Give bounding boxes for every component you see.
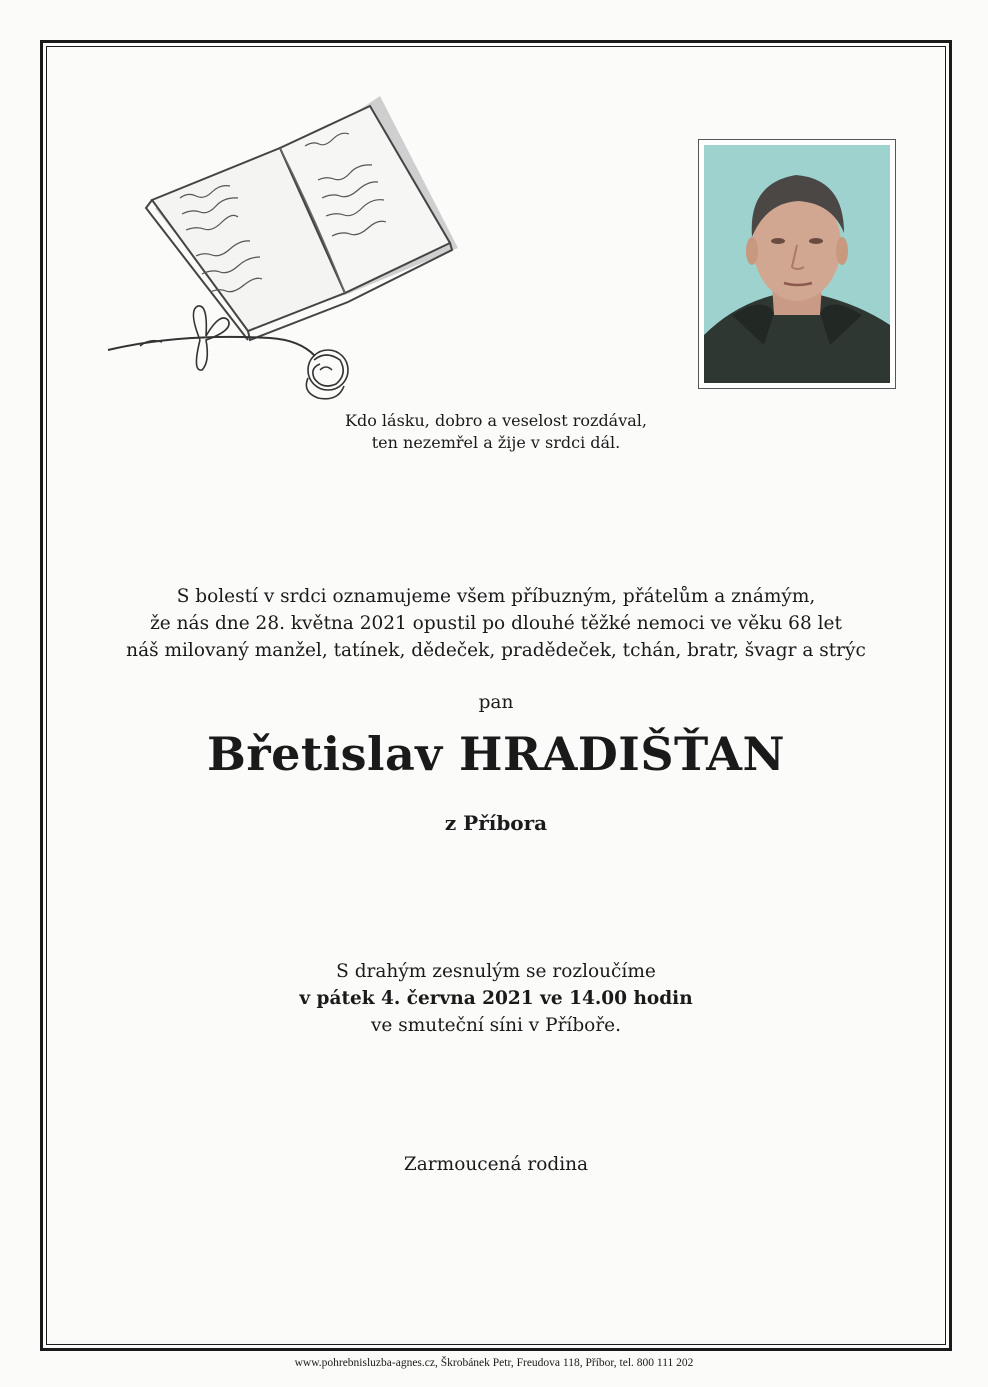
signature: Zarmoucená rodina xyxy=(403,1154,589,1175)
announcement-line: že nás dne 28. května 2021 opustil po dlouhé těžké nemoci ve věku 68 let xyxy=(150,613,842,634)
deceased-name: Břetislav HRADIŠŤAN xyxy=(207,727,785,781)
footer-contact: www.pohrebnisluzba-agnes.cz, Škrobánek Petr, Freudova 118, Příbor, tel. 800 111 202 xyxy=(294,1357,694,1369)
announcement xyxy=(46,583,946,664)
ceremony-info xyxy=(46,958,946,1039)
ceremony-datetime: v pátek 4. června 2021 ve 14.00 hodin xyxy=(299,988,693,1009)
deceased-origin: z Příbora xyxy=(444,811,548,835)
announcement-line: S bolestí v srdci oznamujeme všem příbuzným, přátelům a známým, xyxy=(176,586,816,607)
salutation: pan xyxy=(478,692,514,713)
portrait-photo xyxy=(698,139,896,389)
quote-line: ten nezemřel a žije v srdci dál. xyxy=(371,433,621,452)
quote-line: Kdo lásku, dobro a veselost rozdával, xyxy=(345,411,647,430)
open-book-with-rose-icon xyxy=(100,88,470,418)
memorial-quote xyxy=(46,410,946,454)
ceremony-place: ve smuteční síni v Příboře. xyxy=(370,1015,621,1036)
announcement-line: náš milovaný manžel, tatínek, dědeček, pradědeček, tchán, bratr, švagr a strýc xyxy=(126,640,866,661)
ceremony-line: S drahým zesnulým se rozloučíme xyxy=(336,961,656,982)
